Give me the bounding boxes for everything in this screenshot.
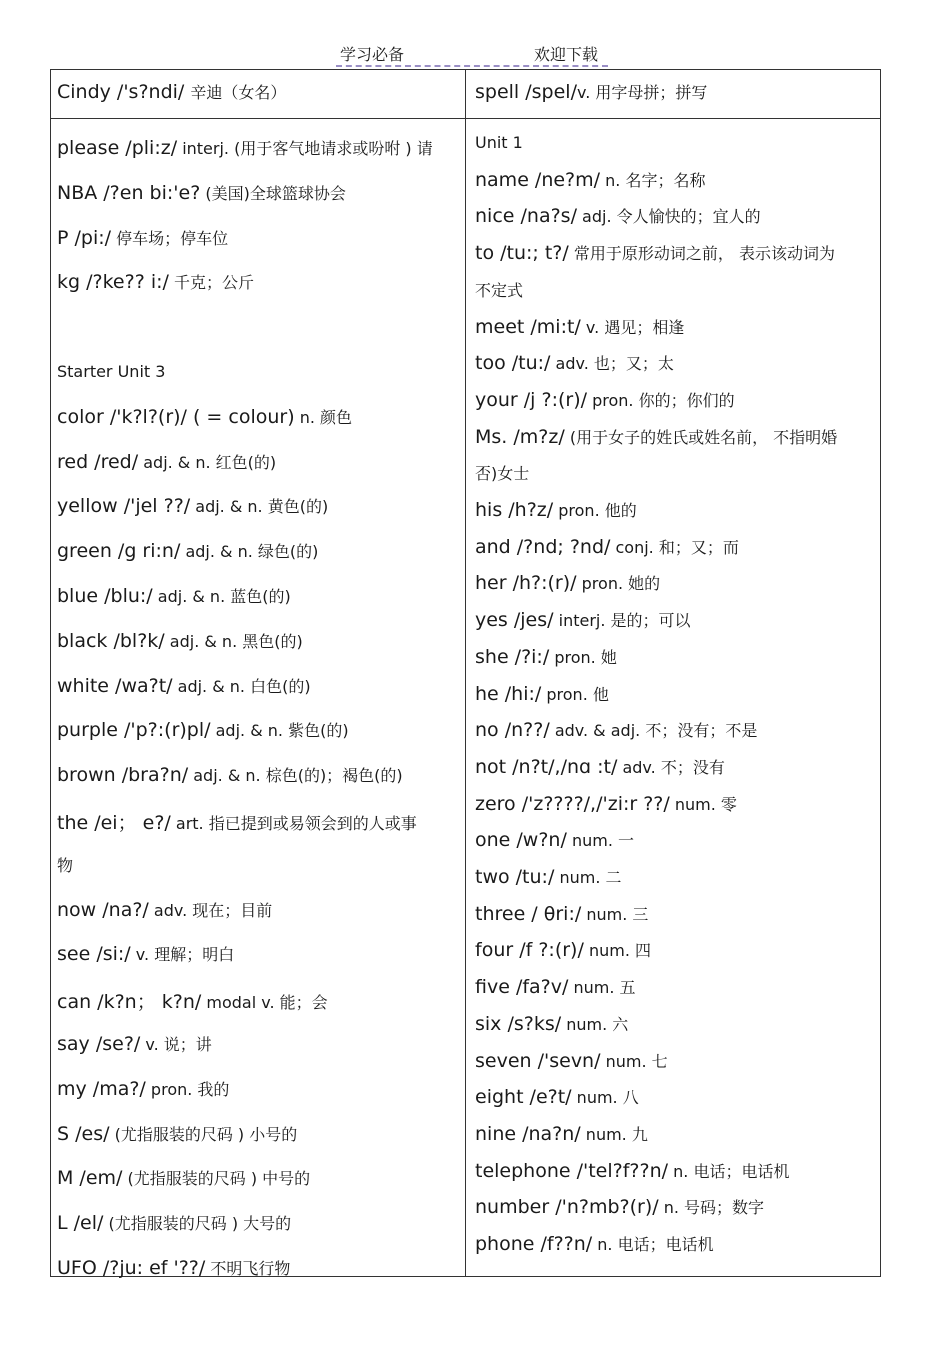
entry-meaning: pron. 他的	[553, 501, 637, 520]
entry-word: telephone /'tel?f??n/	[475, 1159, 669, 1182]
entry-meaning: (尤指服装的尺码 ) 小号的	[109, 1124, 298, 1144]
entry-meaning: adv. 不；没有	[617, 757, 725, 777]
entry-word: now /na?/	[57, 898, 149, 921]
entry-meaning: 否)女士	[475, 464, 530, 484]
entry-word: zero /'z????/,/'zi:r ??/	[475, 792, 670, 815]
vocab-entry	[57, 136, 433, 159]
vocab-entry	[57, 1077, 229, 1100]
entry-word: she /?i:/	[475, 645, 550, 668]
vocab-entry	[57, 942, 234, 965]
entry-word: say /se?/	[57, 1033, 141, 1055]
vocab-entry	[475, 1085, 639, 1108]
entry-meaning: (尤指服装的尺码 ) 大号的	[103, 1214, 292, 1234]
entry-meaning: num. 六	[561, 1014, 629, 1034]
entry-meaning: adj. & n. 黑色(的)	[164, 631, 303, 651]
entry-word: and /?nd; ?nd/	[475, 535, 611, 558]
entry-word: red /red/	[57, 450, 139, 473]
entry-word: name /ne?m/	[475, 168, 601, 191]
entry-meaning: adv. 也；又；太	[550, 354, 674, 374]
vocab-entry	[475, 571, 660, 594]
vocab-entry	[475, 1195, 764, 1218]
entry-meaning: num. 一	[566, 831, 635, 851]
entry-meaning: art. 指已提到或易领会到的人或事	[170, 814, 417, 833]
vocab-entry	[57, 181, 346, 204]
entry-word: nine /na?n/	[475, 1122, 581, 1145]
vocab-entry	[475, 425, 837, 448]
entry-word: seven /'sevn/	[475, 1049, 601, 1072]
vocab-entry	[57, 987, 328, 1014]
entry-meaning: adj. & n. 白色(的)	[172, 676, 311, 696]
entry-word: the /ei； e?/	[57, 812, 171, 834]
vocab-entry	[475, 792, 737, 815]
entry-word: no /n??/	[475, 719, 550, 742]
vocab-entry	[475, 498, 637, 521]
entry-word: nice /na?s/	[475, 205, 577, 228]
vocab-entry	[57, 898, 272, 921]
vocab-entry	[475, 241, 835, 264]
entry-word: one /w?n/	[475, 829, 567, 852]
entry-meaning: pron. 他	[541, 684, 609, 704]
entry-word: eight /e?t/	[475, 1086, 572, 1109]
entry-meaning: 常用于原形动词之前， 表示该动词为	[568, 244, 835, 264]
entry-meaning: n. 电话；电话机	[668, 1161, 790, 1181]
entry-word: not /n?t/,/nɑ :t/	[475, 755, 618, 778]
entry-word: spell /spel/	[475, 81, 577, 103]
entry-meaning: Starter Unit 3	[57, 362, 166, 381]
vocab-entry	[57, 808, 417, 835]
entry-word: number /'n?mb?(r)/	[475, 1196, 659, 1219]
vocab-entry	[475, 131, 523, 153]
vocab-entry	[475, 204, 761, 227]
vocab-entry	[57, 629, 303, 652]
header-left-text: 学习必备	[340, 45, 405, 64]
vocab-entry	[475, 168, 705, 191]
entry-word: UFO /?ju: ef '??/	[57, 1257, 206, 1279]
entry-meaning: 不明飞行物	[205, 1259, 291, 1278]
entry-word: phone /f??n/	[475, 1233, 593, 1255]
entry-meaning: n. 颜色	[294, 407, 353, 427]
vocab-entry	[475, 755, 725, 778]
vocab-entry	[57, 360, 165, 382]
column-divider	[465, 69, 466, 1277]
vocab-entry	[57, 674, 311, 697]
entry-word: color /'k?l?(r)/ ( = colour)	[57, 405, 295, 428]
entry-word: P /pi:/	[57, 226, 112, 249]
entry-meaning: num. 四	[583, 941, 652, 961]
vocab-entry	[475, 1122, 648, 1145]
vocab-entry	[475, 938, 651, 961]
entry-meaning: num. 五	[568, 978, 636, 998]
vocab-entry	[475, 1159, 789, 1182]
entry-word: yellow /'jel ??/	[57, 495, 191, 518]
entry-meaning: interj. (用于客气地请求或吩咐 ) 请	[177, 139, 433, 158]
entry-word: two /tu:/	[475, 866, 555, 888]
entry-word: black /bl?k/	[57, 629, 165, 652]
vocab-entry	[57, 226, 228, 249]
vocab-entry	[475, 608, 691, 631]
vocab-entry	[475, 645, 617, 668]
vocab-entry	[475, 1232, 714, 1255]
header-right-text: 欢迎下载	[534, 45, 599, 64]
entry-meaning: n. 名字；名称	[600, 170, 706, 190]
entry-meaning: num. 零	[669, 794, 737, 814]
vocab-entry	[57, 1211, 291, 1234]
vocab-entry	[475, 828, 634, 851]
entry-meaning: v. 说；讲	[140, 1035, 212, 1054]
entry-word: Cindy /'s?ndi/	[57, 81, 191, 103]
vocab-entry	[57, 853, 73, 876]
entry-word: meet /mi:t/	[475, 315, 581, 338]
entry-meaning: pron. 她的	[576, 574, 661, 594]
entry-meaning: num. 七	[600, 1051, 668, 1071]
entry-meaning: conj. 和；又；而	[610, 537, 739, 557]
header-underline	[336, 65, 608, 67]
vocab-entry	[475, 1049, 668, 1072]
vocab-entry	[475, 975, 636, 998]
vocab-entry	[475, 461, 529, 484]
vocab-entry	[57, 1166, 310, 1189]
entry-word: six /s?ks/	[475, 1012, 562, 1035]
entry-meaning: adj. & n. 紫色(的)	[210, 721, 349, 741]
entry-word: please /pli:z/	[57, 137, 178, 159]
entry-word: brown /bra?n/	[57, 764, 189, 787]
entry-meaning: adj. & n. 绿色(的)	[180, 542, 319, 562]
entry-meaning: adj. & n. 棕色(的)；褐色(的)	[188, 766, 403, 786]
entry-meaning: num. 二	[554, 868, 622, 887]
entry-meaning: (尤指服装的尺码 ) 中号的	[122, 1169, 311, 1189]
entry-meaning: (用于女子的姓氏或姓名前， 不指明婚	[564, 427, 838, 447]
entry-word: your /j ?:(r)/	[475, 388, 588, 411]
entry-word: three / θri:/	[475, 902, 582, 925]
vocab-entry	[57, 763, 403, 786]
entry-word: he /hi:/	[475, 682, 542, 705]
entry-meaning: adj. & n. 红色(的)	[138, 452, 277, 472]
entry-meaning: n. 电话；电话机	[592, 1235, 714, 1254]
entry-word: four /f ?:(r)/	[475, 939, 584, 962]
entry-meaning: 辛迪（女名）	[190, 83, 287, 102]
entry-meaning: adj. 令人愉快的；宜人的	[576, 207, 761, 227]
entry-meaning: num. 三	[581, 904, 649, 924]
entry-meaning: adv. & adj. 不；没有；不是	[549, 721, 758, 741]
entry-word: her /h?:(r)/	[475, 572, 577, 595]
entry-word: yes /jes/	[475, 609, 554, 632]
vocab-entry	[57, 405, 352, 428]
vocab-entry	[475, 315, 684, 338]
entry-word: S /es/	[57, 1122, 110, 1145]
vocab-entry	[475, 682, 609, 705]
entry-meaning: v. 理解；明白	[130, 945, 235, 965]
entry-word: L /el/	[57, 1212, 104, 1235]
vocab-entry	[57, 1122, 297, 1145]
entry-word: to /tu:; t?/	[475, 242, 569, 265]
page-header	[0, 40, 950, 70]
entry-word: white /wa?t/	[57, 674, 173, 697]
vocab-entry	[475, 865, 622, 888]
entry-word: NBA /?en bi:'e?	[57, 181, 201, 204]
entry-meaning: adj. & n. 黄色(的)	[190, 497, 329, 517]
entry-meaning: adv. 现在；目前	[148, 900, 273, 920]
entry-meaning: n. 号码；数字	[658, 1198, 765, 1218]
entry-meaning: v. 遇见；相逢	[580, 317, 685, 337]
entry-meaning: (美国)全球篮球协会	[200, 183, 346, 203]
entry-meaning: v. 用字母拼；拼写	[576, 83, 708, 102]
vocab-entry	[57, 584, 291, 607]
vocab-entry	[475, 1012, 628, 1035]
entry-word: Ms. /m?z/	[475, 425, 565, 448]
entry-word: too /tu:/	[475, 352, 551, 375]
entry-word: my /ma?/	[57, 1077, 146, 1100]
entry-word: see /si:/	[57, 943, 131, 966]
vocab-entry	[57, 270, 254, 293]
entry-word: M /em/	[57, 1167, 123, 1190]
entry-word: blue /blu:/	[57, 585, 153, 607]
entry-word: purple /'p?:(r)pl/	[57, 719, 211, 742]
entry-word: five /fa?v/	[475, 976, 569, 999]
vocab-entry	[57, 1256, 290, 1279]
entry-meaning: adj. & n. 蓝色(的)	[152, 587, 291, 606]
vocab-entry	[475, 902, 648, 925]
entry-meaning: interj. 是的；可以	[553, 611, 691, 631]
entry-meaning: pron. 我的	[145, 1079, 230, 1099]
vocab-entry	[57, 494, 328, 517]
entry-meaning: 不定式	[475, 280, 524, 300]
entry-word: kg /?ke?? i:/	[57, 271, 169, 294]
entry-word: green /g ri:n/	[57, 540, 181, 563]
row-divider	[50, 118, 881, 119]
vocab-entry	[475, 388, 735, 411]
entry-word: his /h?z/	[475, 499, 554, 521]
entry-meaning: 千克；公斤	[168, 273, 254, 293]
vocab-entry	[475, 351, 674, 374]
entry-meaning: pron. 你的；你们的	[587, 390, 735, 410]
vocab-entry	[57, 450, 276, 473]
entry-meaning: 物	[57, 855, 74, 875]
top-left-cell	[57, 80, 286, 103]
vocab-entry	[57, 539, 318, 562]
vocab-entry	[475, 278, 523, 301]
entry-meaning: modal v. 能；会	[201, 993, 328, 1013]
vocab-entry	[475, 535, 739, 558]
entry-meaning: pron. 她	[549, 647, 617, 667]
entry-meaning: Unit 1	[475, 133, 523, 152]
vocab-entry	[475, 718, 757, 741]
entry-word: can /k?n； k?n/	[57, 991, 202, 1014]
vocab-entry	[57, 1032, 212, 1055]
vocab-entry	[57, 718, 349, 741]
top-right-cell	[475, 80, 707, 103]
entry-meaning: 停车场；停车位	[111, 228, 229, 248]
entry-meaning: num. 九	[580, 1124, 648, 1144]
entry-meaning: num. 八	[571, 1088, 639, 1108]
